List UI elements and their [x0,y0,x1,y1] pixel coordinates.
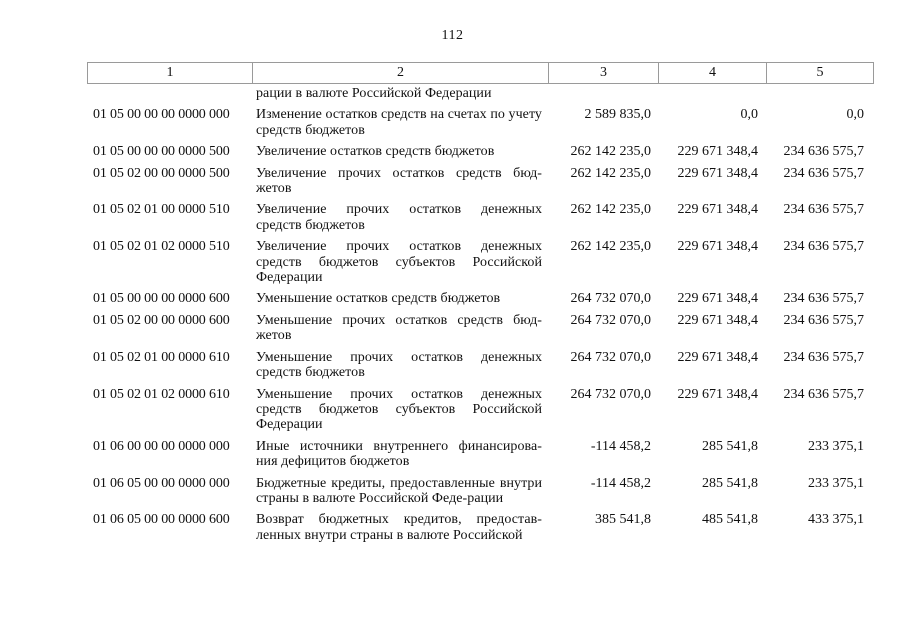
budget-code: 01 05 02 01 00 0000 610 [93,349,230,365]
value-col-4: 229 671 348,4 [677,144,758,160]
value-col-3: 264 732 070,0 [570,349,651,365]
page-number: 112 [441,28,464,43]
budget-code: 01 05 00 00 00 0000 600 [93,291,230,307]
row-description: Увеличение прочих остатков денежных средств бюджетов [256,202,542,233]
value-col-5: 234 636 575,7 [783,312,864,328]
table-row [87,285,868,306]
value-col-4: 229 671 348,4 [677,165,758,181]
row-description: Иные источники внутреннего финансирова-ния дефицитов бюджетов [256,438,542,470]
value-col-4: 229 671 348,4 [677,291,758,307]
budget-code: 01 05 02 00 00 0000 500 [93,165,230,181]
table-row [87,344,868,381]
budget-code: 01 06 05 00 00 0000 600 [93,512,230,528]
row-description: Изменение остатков средств на счетах по учету средств бюджетов [256,107,542,138]
table-row [87,506,868,543]
row-description: Увеличение прочих остатков средств бюд-жетов [256,165,542,197]
value-col-4: 229 671 348,4 [677,312,758,328]
budget-code: 01 05 02 01 00 0000 510 [93,202,230,218]
budget-code: 01 05 02 01 02 0000 510 [93,239,230,255]
header-col-5: 5 [767,63,874,84]
value-col-4: 485 541,8 [702,512,758,528]
value-col-3: 262 142 235,0 [570,202,651,218]
value-col-3: 262 142 235,0 [570,165,651,181]
table-row [87,138,868,159]
continuation-description: рации в валюте Российской Федерации [256,86,492,101]
value-col-4: 229 671 348,4 [677,386,758,402]
value-col-4: 285 541,8 [702,438,758,454]
value-col-5: 0,0 [846,107,864,123]
value-col-4: 229 671 348,4 [677,239,758,255]
header-col-4: 4 [659,63,767,84]
budget-code: 01 05 02 00 00 0000 600 [93,312,230,328]
row-description: Уменьшение остатков средств бюджетов [256,291,501,307]
row-description: Возврат бюджетных кредитов, предостав-ленных внутри страны в валюте Российской [256,512,542,543]
row-description: Бюджетные кредиты, предоставленные внутри страны в валюте Российской Феде-рации [256,475,542,506]
table-row [87,196,868,233]
value-col-3: 262 142 235,0 [570,239,651,255]
table-row [87,433,868,470]
budget-code: 01 06 00 00 00 0000 000 [93,438,230,454]
row-description: Уменьшение прочих остатков денежных средств бюджетов [256,349,542,381]
table-row [87,470,868,507]
budget-code: 01 05 00 00 00 0000 500 [93,144,230,160]
value-col-3: 385 541,8 [595,512,651,528]
value-col-5: 433 375,1 [808,512,864,528]
value-col-3: 264 732 070,0 [570,386,651,402]
value-col-4: 229 671 348,4 [677,202,758,218]
row-description: Уменьшение прочих остатков денежных средств бюджетов субъектов Российской Федерации [256,386,542,433]
budget-code: 01 06 05 00 00 0000 000 [93,475,230,491]
value-col-3: 262 142 235,0 [570,144,651,160]
value-col-3: -114 458,2 [590,438,651,454]
value-col-4: 285 541,8 [702,475,758,491]
budget-sources-table [87,84,868,543]
value-col-5: 234 636 575,7 [783,349,864,365]
value-col-3: 264 732 070,0 [570,312,651,328]
header-row [88,63,874,84]
header-col-1: 1 [88,63,253,84]
budget-code: 01 05 02 01 02 0000 610 [93,386,230,402]
value-col-5: 234 636 575,7 [783,291,864,307]
table-row [87,160,868,197]
row-description: Уменьшение прочих остатков средств бюд-жетов [256,312,542,344]
table-row [87,381,868,433]
value-col-5: 234 636 575,7 [783,165,864,181]
row-description: Увеличение прочих остатков денежных средств бюджетов субъектов Российской Федерации [256,239,542,286]
value-col-5: 234 636 575,7 [783,239,864,255]
value-col-3: -114 458,2 [590,475,651,491]
value-col-3: 2 589 835,0 [584,107,651,123]
table-row [87,307,868,344]
value-col-4: 0,0 [740,107,758,123]
value-col-4: 229 671 348,4 [677,349,758,365]
value-col-5: 233 375,1 [808,438,864,454]
table-row [87,101,868,138]
value-col-5: 234 636 575,7 [783,202,864,218]
header-col-2: 2 [253,63,549,84]
table-header [87,62,874,84]
continuation-row [87,84,868,101]
budget-code: 01 05 00 00 00 0000 000 [93,107,230,123]
header-col-3: 3 [549,63,659,84]
table-row [87,233,868,285]
value-col-5: 234 636 575,7 [783,386,864,402]
value-col-5: 233 375,1 [808,475,864,491]
value-col-3: 264 732 070,0 [570,291,651,307]
row-description: Увеличение остатков средств бюджетов [256,144,495,160]
value-col-5: 234 636 575,7 [783,144,864,160]
